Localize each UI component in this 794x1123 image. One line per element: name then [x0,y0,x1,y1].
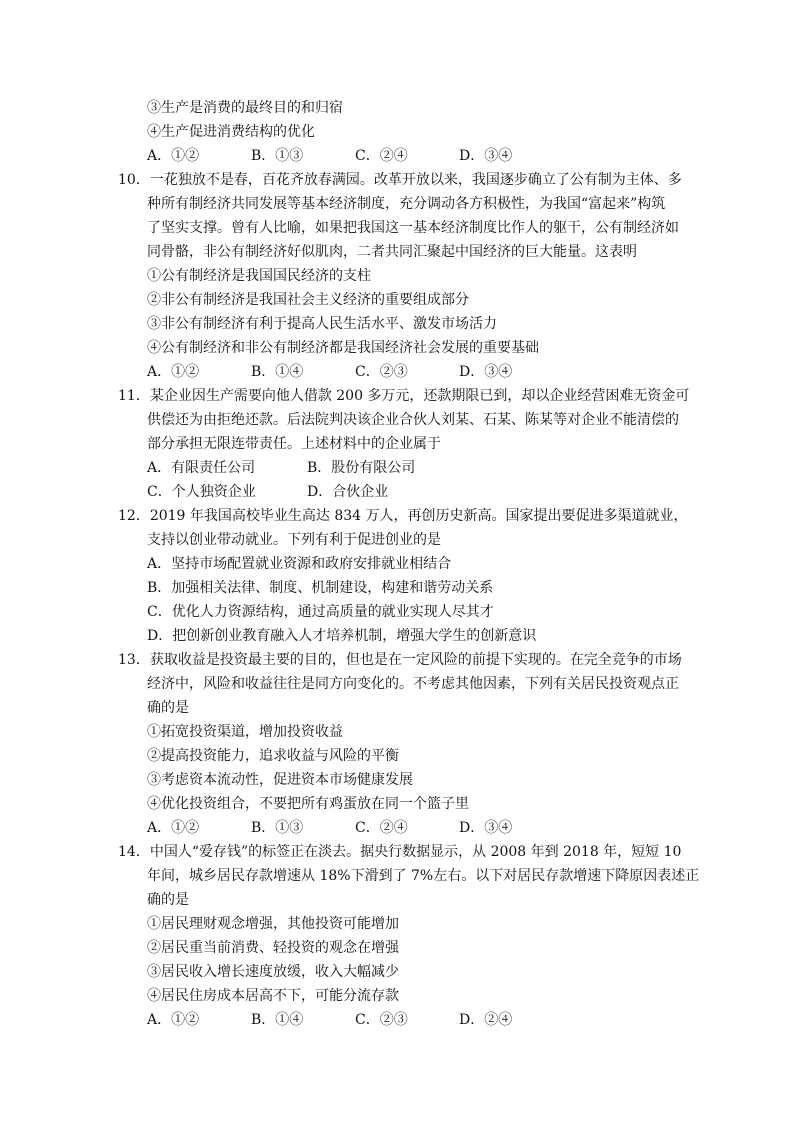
q14-stem-line-2: 年间，城乡居民存款增速从 18%下滑到了 7%左右。以下对居民存款增速下降原因表述正 [147,868,700,884]
q14-option-c[interactable]: C．②③ [355,1012,408,1028]
q14-item-3: ③居民收入增长速度放缓，收入大幅减少 [147,964,399,980]
q11-option-c[interactable]: C．个人独资企业 [147,484,256,500]
q14-stem-line-1: 14．中国人“爱存钱”的标签正在淡去。据央行数据显示，从 2008 年到 2018 年，短短 10 [118,844,682,860]
q10-stem-line-4: 同骨骼，非公有制经济好似肌肉，二者共同汇聚起中国经济的巨大能量。这表明 [147,244,637,260]
q10-item-2: ②非公有制经济是我国社会主义经济的重要组成部分 [147,292,469,308]
q11-option-a[interactable]: A．有限责任公司 [147,460,256,476]
q10-stem-line-3: 了坚实支撑。曾有人比喻，如果把我国这一基本经济制度比作人的躯干，公有制经济如 [147,220,679,236]
q13-option-c[interactable]: C．②④ [355,820,408,836]
q12-option-b[interactable]: B．加强相关法律、制度、机制建设，构建和谐劳动关系 [147,580,494,596]
q11-stem-line-1: 11．某企业因生产需要向他人借款 200 多万元，还款期限已到，却以企业经营困难无资金可 [118,388,690,404]
q11-options-row-2 [147,482,467,502]
q12-stem-line-2: 支持以创业带动就业。下列有利于促进创业的是 [147,532,441,548]
q13-stem-line-2: 经济中，风险和收益往往是同方向变化的。不考虑其他因素，下列有关居民投资观点正 [147,676,679,692]
q10-item-4: ④公有制经济和非公有制经济都是我国经济社会发展的重要基础 [147,340,539,356]
q10-stem-line-1: 10．一花独放不是春，百花齐放春满园。改革开放以来，我国逐步确立了公有制为主体、多 [118,172,682,188]
q9-item-3: ③生产是消费的最终目的和归宿 [147,100,343,116]
q13-item-1: ①拓宽投资渠道，增加投资收益 [147,724,343,740]
q10-option-d[interactable]: D．③④ [459,364,513,380]
q10-option-b[interactable]: B．①④ [251,364,304,380]
q13-options [147,818,563,838]
q11-options-row-1 [147,458,467,478]
q12-option-d[interactable]: D．把创新创业教育融入人才培养机制，增强大学生的创新意识 [147,628,537,644]
q14-option-a[interactable]: A．①② [147,1012,200,1028]
q10-options [147,362,563,382]
q12-option-c[interactable]: C．优化人力资源结构，通过高质量的就业实现人尽其才 [147,604,494,620]
q14-item-1: ①居民理财观念增强，其他投资可能增加 [147,916,399,932]
q13-stem-line-3: 确的是 [147,700,189,716]
q11-option-d[interactable]: D．合伙企业 [307,484,389,500]
q13-item-4: ④优化投资组合，不要把所有鸡蛋放在同一个篮子里 [147,796,469,812]
q9-item-4: ④生产促进消费结构的优化 [147,124,315,140]
q14-option-d[interactable]: D．②④ [459,1012,513,1028]
q11-stem-line-3: 部分承担无限连带责任。上述材料中的企业属于 [147,436,441,452]
q11-stem-line-2: 供偿还为由拒绝还款。后法院判决该企业合伙人刘某、石某、陈某等对企业不能清偿的 [147,412,679,428]
q13-item-2: ②提高投资能力，追求收益与风险的平衡 [147,748,399,764]
q12-stem-line-1: 12．2019 年我国高校毕业生高达 834 万人，再创历史新高。国家提出要促进多渠道就业， [118,508,688,524]
q13-stem-line-1: 13．获取收益是投资最主要的目的，但也是在一定风险的前提下实现的。在完全竞争的市场 [118,652,682,668]
q10-option-c[interactable]: C．②③ [355,364,408,380]
q10-option-a[interactable]: A．①② [147,364,200,380]
q11-option-b[interactable]: B．股份有限公司 [307,460,416,476]
q13-option-a[interactable]: A．①② [147,820,200,836]
q14-item-4: ④居民住房成本居高不下，可能分流存款 [147,988,399,1004]
q13-option-d[interactable]: D．③④ [459,820,513,836]
q13-item-3: ③考虑资本流动性，促进资本市场健康发展 [147,772,413,788]
q9-option-d[interactable]: D．③④ [459,148,513,164]
q10-item-1: ①公有制经济是我国国民经济的支柱 [147,268,371,284]
q10-item-3: ③非公有制经济有利于提高人民生活水平、激发市场活力 [147,316,497,332]
q12-option-a[interactable]: A．坚持市场配置就业资源和政府安排就业相结合 [147,556,452,572]
q14-option-b[interactable]: B．①④ [251,1012,304,1028]
q14-options [147,1010,563,1030]
q9-options [147,146,563,166]
q9-option-b[interactable]: B．①③ [251,148,304,164]
q9-option-c[interactable]: C．②④ [355,148,408,164]
q14-item-2: ②居民重当前消费、轻投资的观念在增强 [147,940,399,956]
q13-option-b[interactable]: B．①③ [251,820,304,836]
q10-stem-line-2: 种所有制经济共同发展等基本经济制度，充分调动各方积极性，为我国“富起来”构筑 [147,196,666,212]
q9-option-a[interactable]: A．①② [147,148,200,164]
q14-stem-line-3: 确的是 [147,892,189,908]
